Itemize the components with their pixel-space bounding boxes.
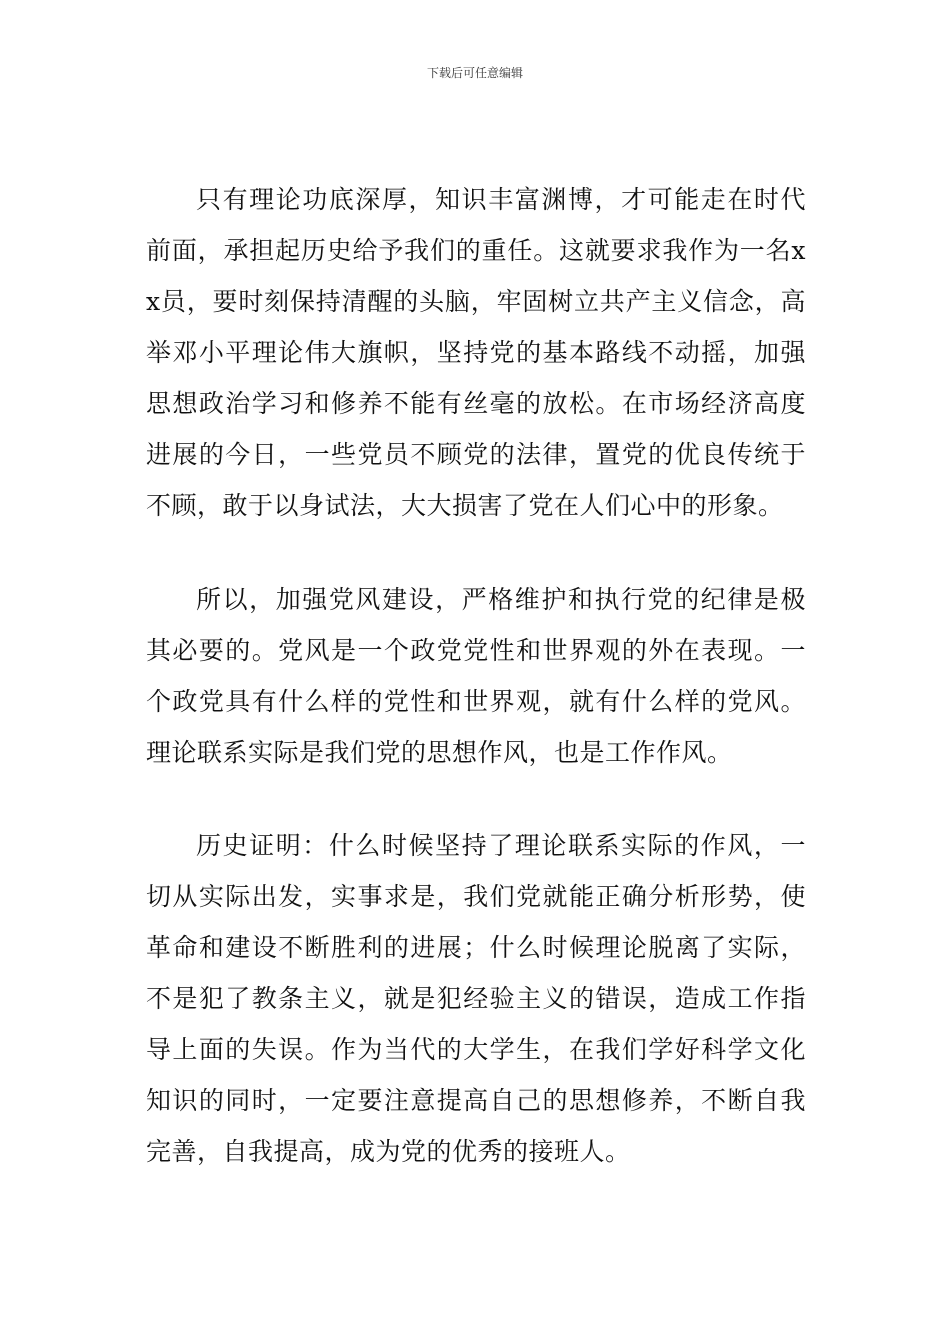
paragraph-2: 所以，加强党风建设，严格维护和执行党的纪律是极其必要的。党风是一个政党党性和世界观的外在表现。一个政党具有什么样的党性和世界观，就有什么样的党风。理论联系实际是我们党的思想作风，也是工作作风。 <box>146 585 806 767</box>
paragraph-1: 只有理论功底深厚，知识丰富渊博，才可能走在时代前面，承担起历史给予我们的重任。这就要求我作为一名xx员，要时刻保持清醒的头脑，牢固树立共产主义信念，高举邓小平理论伟大旗帜，坚持党的基本路线不动摇，加强思想政治学习和修养不能有丝毫的放松。在市场经济高度进展的今日，一些党员不顾党的法律，置党的优良传统于不顾，敢于以身试法，大大损害了党在人们心中的形象。 <box>146 185 806 520</box>
page-header: 下载后可任意编辑 <box>426 66 523 80</box>
paragraph-3: 历史证明：什么时候坚持了理论联系实际的作风，一切从实际出发，实事求是，我们党就能正确分析形势，使革命和建设不断胜利的进展；什么时候理论脱离了实际，不是犯了教条主义，就是犯经验主义的错误，造成工作指导上面的失误。作为当代的大学生，在我们学好科学文化知识的同时，一定要注意提高自己的思想修养，不断自我完善，自我提高，成为党的优秀的接班人。 <box>146 831 806 1166</box>
